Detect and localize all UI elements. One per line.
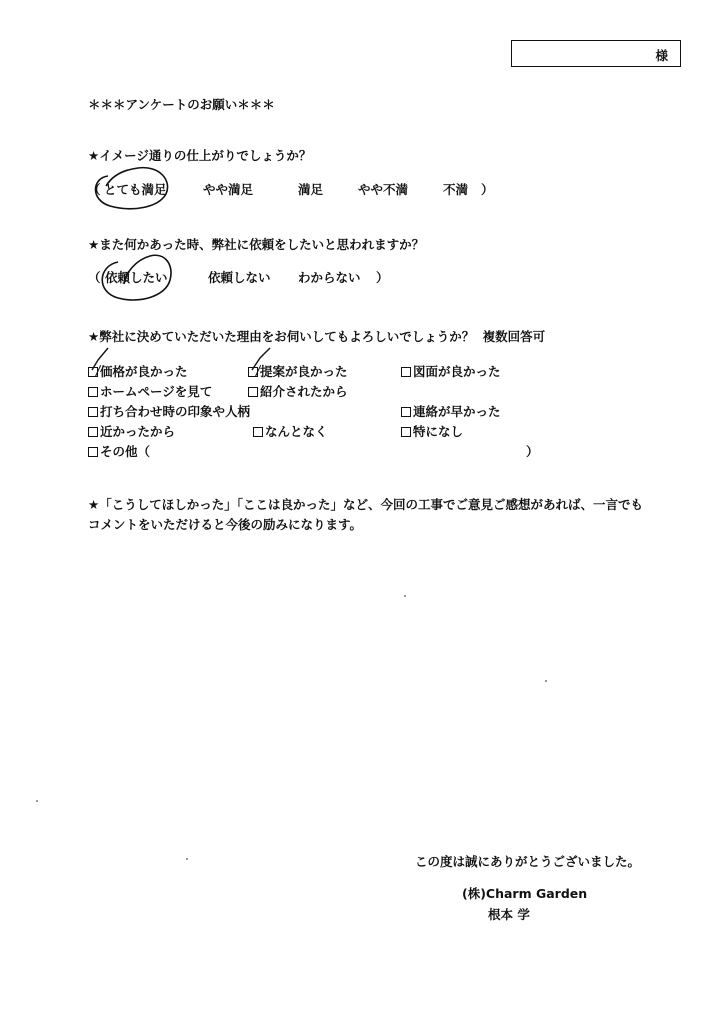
thank-you-message: この度は誠にありがとうございました。 <box>415 854 641 869</box>
q3-option-impression[interactable] <box>88 402 250 420</box>
q2-option-not-request[interactable]: 依頼しない <box>208 270 271 285</box>
q2-options <box>88 268 408 288</box>
q2-option-want-to-request[interactable]: 依頼したい <box>105 270 168 285</box>
company-name: (株)Charm Garden <box>462 886 588 901</box>
q3-option-nothing-label: 特になし <box>413 424 464 439</box>
q3-option-proposal[interactable] <box>248 362 348 380</box>
q3-option-homepage[interactable] <box>88 382 212 400</box>
q1-question: ★イメージ通りの仕上がりでしょうか？ <box>88 148 312 163</box>
staff-name: 根本 学 <box>488 907 530 922</box>
q3-option-quick-contact-label: 連絡が早かった <box>413 404 501 419</box>
checkbox-icon[interactable] <box>248 387 258 397</box>
scan-speck <box>404 595 406 597</box>
q1-open-paren: （ <box>88 182 101 197</box>
q3-option-other[interactable] <box>88 442 150 460</box>
q1-option-satisfied[interactable]: 満足 <box>298 182 324 197</box>
q3-option-referral-label: 紹介されたから <box>260 384 348 399</box>
checkbox-icon[interactable] <box>88 387 98 397</box>
scan-speck <box>186 858 188 860</box>
q1-options <box>88 180 518 200</box>
recipient-name-box[interactable] <box>511 40 681 67</box>
q3-option-nearby[interactable] <box>88 422 175 440</box>
comment-area[interactable] <box>88 545 638 835</box>
q3-checklist <box>88 362 548 462</box>
recipient-honorific: 様 <box>655 48 668 63</box>
checkbox-checked-icon[interactable] <box>248 367 258 377</box>
q3-option-quick-contact[interactable] <box>401 402 501 420</box>
checkbox-icon[interactable] <box>88 427 98 437</box>
q2-question: ★また何かあった時、弊社に依頼をしたいと思われますか？ <box>88 237 425 252</box>
checkbox-icon[interactable] <box>88 407 98 417</box>
q3-option-price[interactable] <box>88 362 188 380</box>
q1-option-somewhat-dissatisfied[interactable]: やや不満 <box>358 182 409 197</box>
q3-option-nearby-label: 近かったから <box>100 424 176 439</box>
q4-comment-request: ★「こうしてほしかった」「ここは良かった」など、今回の工事でご意見ご感想があれば、一言でもコメントをいただけると今後の励みになります。 <box>88 497 643 532</box>
q3-option-no-reason-label: なんとなく <box>265 424 328 439</box>
q3-option-homepage-label: ホームページを見て <box>100 384 213 399</box>
checkbox-checked-icon[interactable] <box>88 367 98 377</box>
q3-option-drawing-label: 図面が良かった <box>413 364 501 379</box>
scan-speck <box>36 800 38 802</box>
scan-speck <box>545 680 547 682</box>
q1-option-dissatisfied[interactable]: 不満 <box>443 182 469 197</box>
q1-option-very-satisfied[interactable]: とても満足 <box>104 182 167 197</box>
q3-option-proposal-label: 提案が良かった <box>260 364 348 379</box>
q3-question-text: ★弊社に決めていただいた理由をお伺いしてもよろしいでしょうか？ <box>88 329 475 344</box>
q3-question <box>88 327 545 345</box>
q3-option-impression-label: 打ち合わせ時の印象や人柄 <box>100 404 251 419</box>
checkbox-icon[interactable] <box>253 427 263 437</box>
q1-close-paren: ） <box>481 182 494 197</box>
q3-option-referral[interactable] <box>248 382 348 400</box>
q3-option-other-label: その他（ <box>100 444 151 459</box>
checkbox-icon[interactable] <box>88 447 98 457</box>
survey-title: ＊＊＊アンケートのお願い＊＊＊ <box>88 97 275 112</box>
q3-option-no-reason[interactable] <box>253 422 328 440</box>
q3-option-nothing-in-particular[interactable] <box>401 422 463 440</box>
checkbox-icon[interactable] <box>401 367 411 377</box>
q1-option-somewhat-satisfied[interactable]: やや満足 <box>203 182 254 197</box>
q3-option-drawing[interactable] <box>401 362 501 380</box>
checkbox-icon[interactable] <box>401 407 411 417</box>
q2-close-paren: ） <box>376 270 389 285</box>
checkbox-icon[interactable] <box>401 427 411 437</box>
q3-option-price-label: 価格が良かった <box>100 364 188 379</box>
q3-multiple-answers-note: 複数回答可 <box>482 329 546 344</box>
q2-open-paren: （ <box>88 270 101 285</box>
q3-other-close-paren: ） <box>526 444 539 459</box>
q2-option-dont-know[interactable]: わからない <box>298 270 361 285</box>
